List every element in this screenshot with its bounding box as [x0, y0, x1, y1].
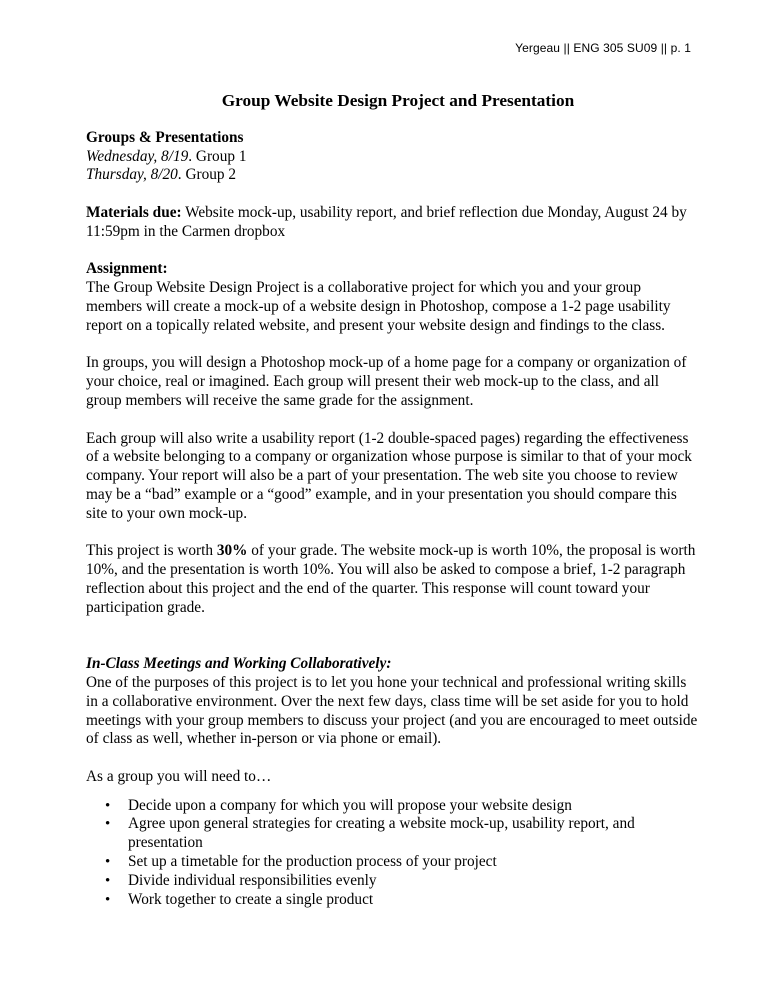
groups-heading: Groups & Presentations: [86, 128, 244, 146]
bullet-icon: •: [105, 816, 111, 833]
collab-heading: In-Class Meetings and Working Collaboratively:: [86, 655, 392, 673]
group-entry: [86, 166, 698, 185]
list-item-text: Agree upon general strategies for creating a website mock-up, usability report, and presentation: [128, 815, 635, 852]
list-item: [86, 891, 698, 910]
bullet-icon: •: [105, 854, 111, 871]
spacer: [86, 636, 698, 655]
collab-section: [86, 655, 698, 749]
list-item-text: Decide upon a company for which you will propose your website design: [128, 796, 572, 814]
group-label: . Group 1: [188, 147, 247, 165]
list-item: [86, 815, 698, 853]
groups-section: [86, 129, 698, 185]
group-label: . Group 2: [177, 166, 237, 184]
grade-weight-paragraph: [86, 542, 698, 617]
document-title: Group Website Design Project and Presentation: [221, 91, 575, 110]
assignment-paragraph: The Group Website Design Project is a collaborative project for which you and your group members will create a mock-up of a website design in Photoshop, compose a 1-2 page usability report on a topically related website, and present your website design and findings to the class.: [86, 279, 671, 334]
document-body: [86, 92, 698, 909]
assignment-section: [86, 260, 698, 335]
bullet-icon: •: [105, 891, 111, 908]
group-entry: [86, 148, 698, 167]
materials-label: Materials due:: [86, 203, 182, 221]
task-list: [86, 797, 698, 910]
bullet-icon: •: [105, 797, 111, 814]
assignment-heading: Assignment:: [86, 260, 168, 278]
group-date: Thursday, 8/20: [86, 166, 178, 184]
materials-text: Website mock-up, usability report, and brief reflection due Monday, August 24 by 11:59pm in the Carmen dropbox: [86, 203, 687, 240]
materials-due: [86, 204, 698, 242]
bullet-icon: •: [105, 872, 111, 889]
grade-percent: 30%: [216, 542, 248, 560]
list-item-text: Work together to create a single product: [128, 890, 374, 908]
grade-text: of your grade. The website mock-up is worth 10%, the proposal is worth 10%, and the presentation is worth 10%. You will also be asked to compose a brief, 1-2 paragraph reflection about this project and the end of the quarter. This response will count toward your participation grade.: [86, 542, 696, 616]
list-item: [86, 797, 698, 816]
list-item-text: Set up a timetable for the production process of your project: [128, 853, 497, 871]
list-item: [86, 853, 698, 872]
running-header: Yergeau || ENG 305 SU09 || p. 1: [515, 41, 691, 55]
list-item: [86, 872, 698, 891]
grade-text: This project is worth: [86, 542, 217, 560]
collab-paragraph: One of the purposes of this project is to let you hone your technical and professional writing skills in a collaborative environment. Over the next few days, class time will be set aside for you to hold meetings with your group members to discuss your project (and you are encouraged to meet outside of class as well, whether in-person or via phone or email).: [86, 673, 698, 748]
collab-intro: As a group you will need to…: [86, 767, 272, 785]
list-item-text: Divide individual responsibilities evenly: [128, 871, 377, 889]
assignment-paragraph: Each group will also write a usability report (1-2 double-spaced pages) regarding the effectiveness of a website belonging to a company or organization whose purpose is similar to that of your mock company. Your report will also be a part of your presentation. The web site you choose to review may be a “bad” example or a “good” example, and in your presentation you should compare this site to your own mock-up.: [86, 429, 692, 522]
assignment-paragraph: In groups, you will design a Photoshop mock-up of a home page for a company or organization of your choice, real or imagined. Each group will present their web mock-up to the class, and all group members will receive the same grade for the assignment.: [86, 354, 687, 409]
group-date: Wednesday, 8/19: [86, 147, 189, 165]
